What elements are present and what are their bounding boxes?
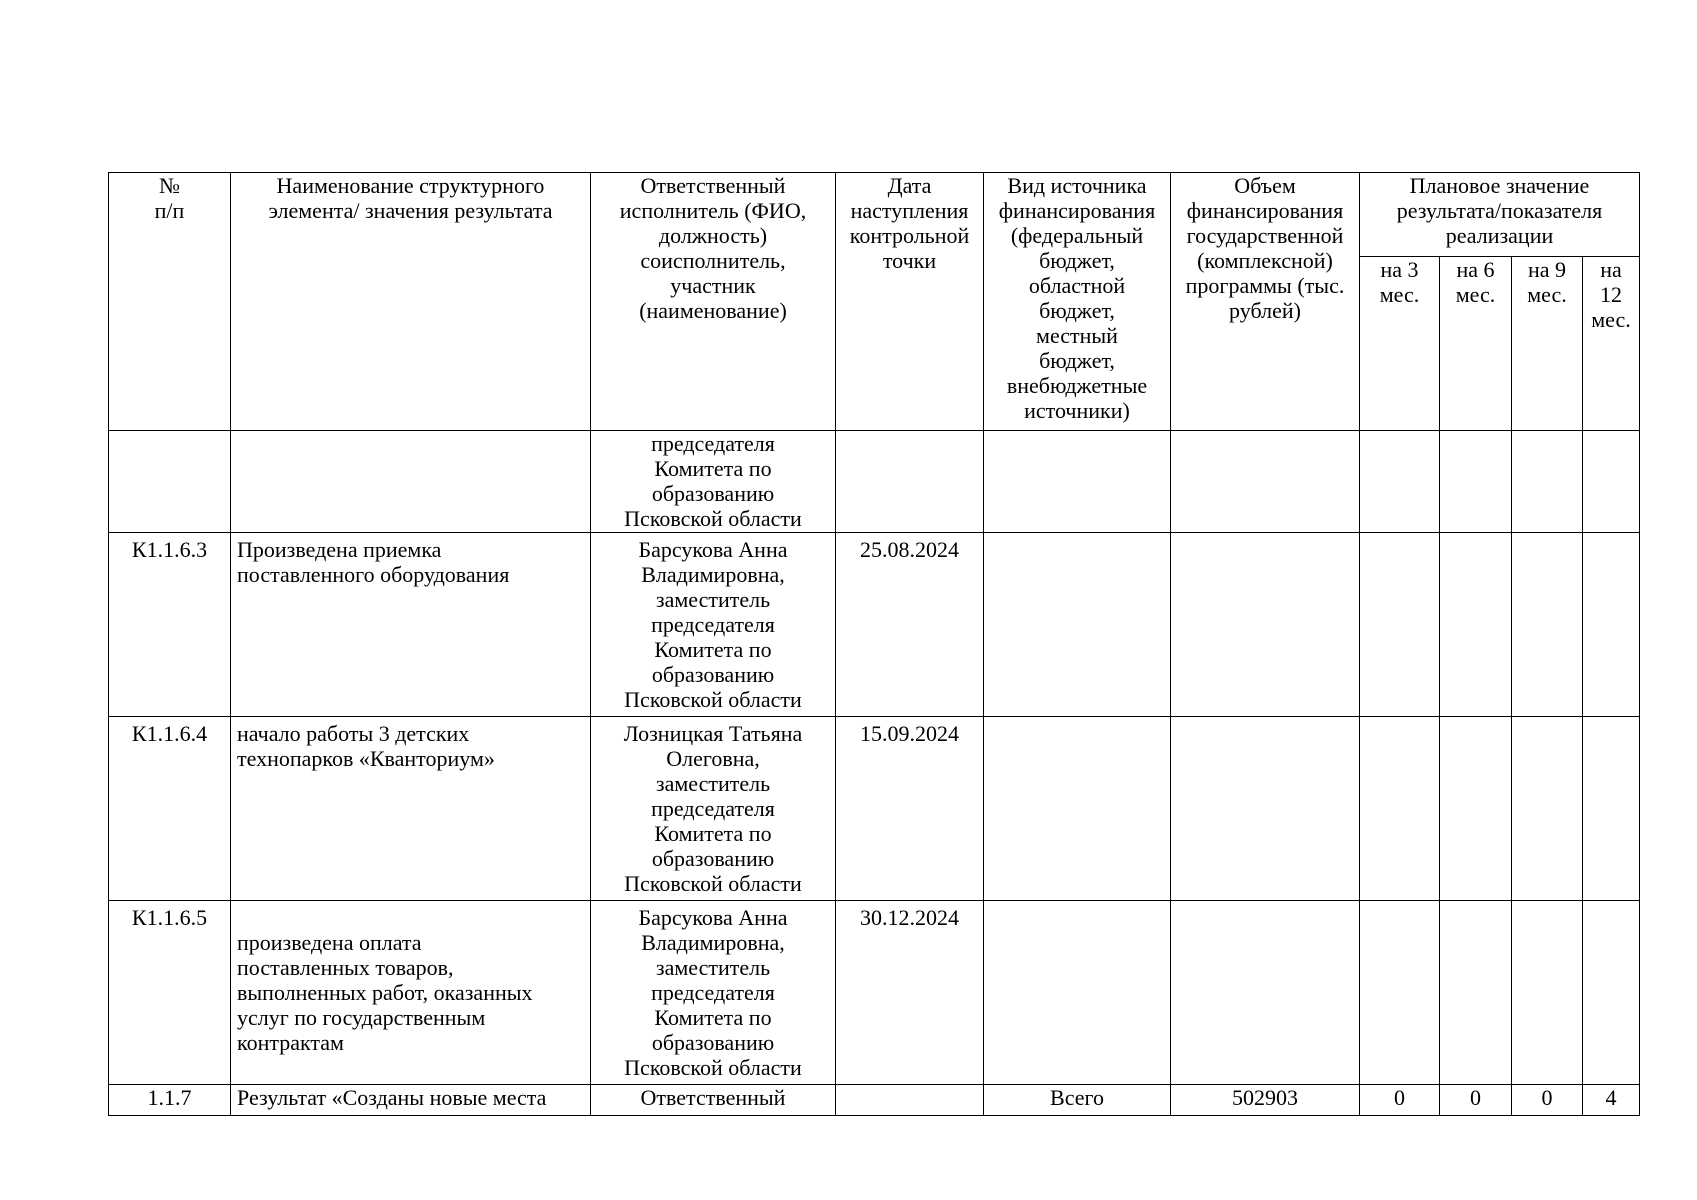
row-m12 bbox=[1583, 901, 1640, 1085]
row-name: Произведена приемка поставленного оборудования bbox=[231, 533, 591, 717]
row-num: К1.1.6.3 bbox=[109, 533, 231, 717]
row-responsible: председателя Комитета по образованию Псковской области bbox=[591, 431, 836, 533]
header-num: № п/п bbox=[109, 173, 231, 431]
row-m9 bbox=[1512, 901, 1583, 1085]
row-num bbox=[109, 431, 231, 533]
total-m12: 4 bbox=[1583, 1085, 1640, 1116]
table-row bbox=[109, 717, 1640, 901]
row-m3 bbox=[1360, 533, 1440, 717]
row-date: 30.12.2024 bbox=[836, 901, 984, 1085]
row-m12 bbox=[1583, 431, 1640, 533]
row-volume bbox=[1171, 717, 1360, 901]
header-name: Наименование структурного элемента/ значения результата bbox=[231, 173, 591, 431]
row-m9 bbox=[1512, 431, 1583, 533]
row-m6 bbox=[1440, 533, 1512, 717]
row-date: 15.09.2024 bbox=[836, 717, 984, 901]
table-row-total bbox=[109, 1085, 1640, 1116]
header-date: Дата наступления контрольной точки bbox=[836, 173, 984, 431]
table-row bbox=[109, 901, 1640, 1085]
table-row bbox=[109, 533, 1640, 717]
total-source: Всего bbox=[984, 1085, 1171, 1116]
row-m9 bbox=[1512, 717, 1583, 901]
row-m12 bbox=[1583, 717, 1640, 901]
row-volume bbox=[1171, 901, 1360, 1085]
total-num: 1.1.7 bbox=[109, 1085, 231, 1116]
row-source bbox=[984, 533, 1171, 717]
header-source: Вид источника финансирования (федеральный бюджет, областной бюджет, местный бюджет, внебюджетные источники) bbox=[984, 173, 1171, 431]
total-volume: 502903 bbox=[1171, 1085, 1360, 1116]
row-source bbox=[984, 901, 1171, 1085]
row-source bbox=[984, 431, 1171, 533]
total-m9: 0 bbox=[1512, 1085, 1583, 1116]
table-row bbox=[109, 431, 1640, 533]
row-m9 bbox=[1512, 533, 1583, 717]
row-m12 bbox=[1583, 533, 1640, 717]
row-name: произведена оплата поставленных товаров, выполненных работ, оказанных услуг по государственным контрактам bbox=[231, 901, 591, 1085]
row-num: К1.1.6.5 bbox=[109, 901, 231, 1085]
row-m3 bbox=[1360, 901, 1440, 1085]
row-m6 bbox=[1440, 717, 1512, 901]
total-m3: 0 bbox=[1360, 1085, 1440, 1116]
row-responsible: Барсукова Анна Владимировна, заместитель председателя Комитета по образованию Псковской области bbox=[591, 533, 836, 717]
header-responsible: Ответственный исполнитель (ФИО, должность) соисполнитель, участник (наименование) bbox=[591, 173, 836, 431]
total-responsible: Ответственный bbox=[591, 1085, 836, 1116]
row-name bbox=[231, 431, 591, 533]
row-name: начало работы 3 детских технопарков «Кванториум» bbox=[231, 717, 591, 901]
row-volume bbox=[1171, 431, 1360, 533]
row-num: К1.1.6.4 bbox=[109, 717, 231, 901]
header-row bbox=[109, 173, 1640, 257]
total-date bbox=[836, 1085, 984, 1116]
row-source bbox=[984, 717, 1171, 901]
row-date: 25.08.2024 bbox=[836, 533, 984, 717]
row-responsible: Лозницкая Татьяна Олеговна, заместитель председателя Комитета по образованию Псковской области bbox=[591, 717, 836, 901]
row-responsible: Барсукова Анна Владимировна, заместитель председателя Комитета по образованию Псковской области bbox=[591, 901, 836, 1085]
header-volume: Объем финансирования государственной (комплексной) программы (тыс. рублей) bbox=[1171, 173, 1360, 431]
plan-table bbox=[108, 172, 1640, 1116]
row-m3 bbox=[1360, 717, 1440, 901]
header-m6: на 6 мес. bbox=[1440, 257, 1512, 431]
total-m6: 0 bbox=[1440, 1085, 1512, 1116]
total-name: Результат «Созданы новые места bbox=[231, 1085, 591, 1116]
header-planned: Плановое значение результата/показателя реализации bbox=[1360, 173, 1640, 257]
row-m3 bbox=[1360, 431, 1440, 533]
header-m9: на 9 мес. bbox=[1512, 257, 1583, 431]
row-m6 bbox=[1440, 431, 1512, 533]
header-m3: на 3 мес. bbox=[1360, 257, 1440, 431]
header-m12: на 12 мес. bbox=[1583, 257, 1640, 431]
row-m6 bbox=[1440, 901, 1512, 1085]
row-date bbox=[836, 431, 984, 533]
row-volume bbox=[1171, 533, 1360, 717]
